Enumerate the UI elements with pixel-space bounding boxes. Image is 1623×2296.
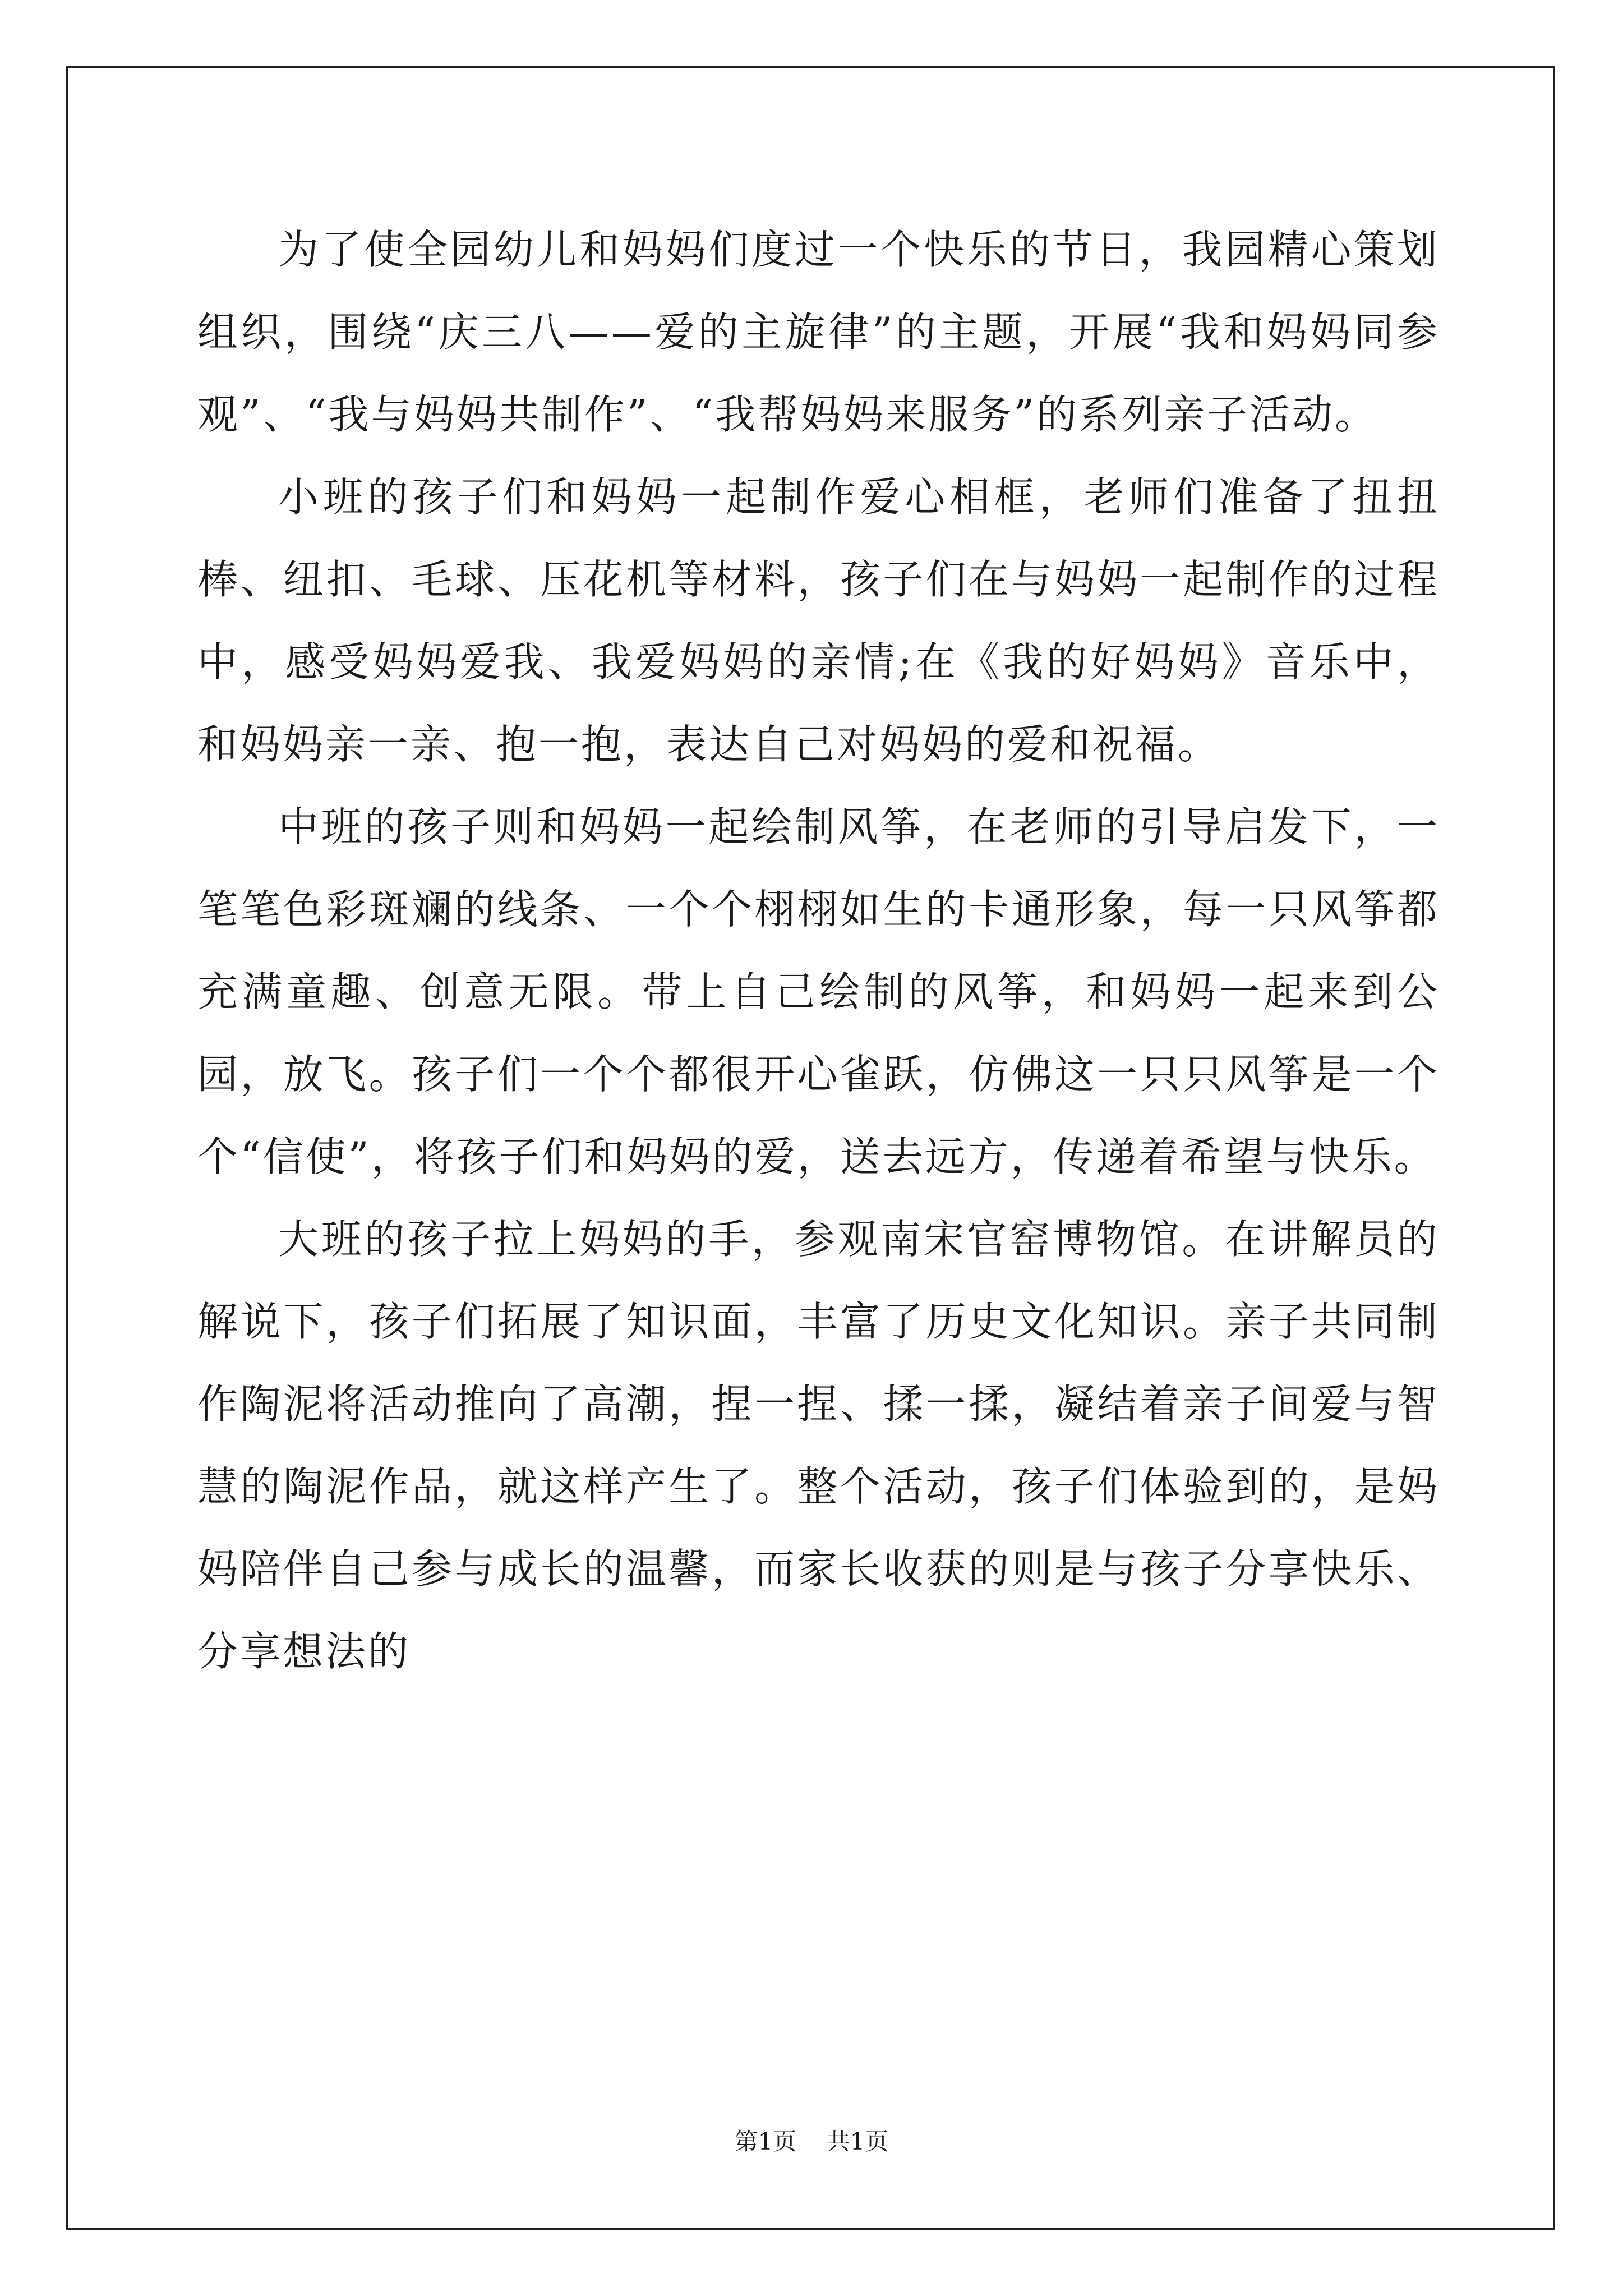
paragraph-2: 小班的孩子们和妈妈一起制作爱心相框，老师们准备了扭扭棒、纽扣、毛球、压花机等材料，孩子们在与妈妈一起制作的过程中，感受妈妈爱我、我爱妈妈的亲情;在《我的好妈妈》音乐中，和妈妈亲一亲、抱一抱，表达自己对妈妈的爱和祝福。	[197, 473, 1440, 768]
page-number: 第1页	[734, 2128, 797, 2155]
paragraph-3: 中班的孩子则和妈妈一起绘制风筝，在老师的引导启发下，一笔笔色彩斑斓的线条、一个个栩栩如生的卡通形象，每一只风筝都充满童趣、创意无限。带上自己绘制的风筝，和妈妈一起来到公园，放飞。孩子们一个个都很开心雀跃，仿佛这一只只风筝是一个个“信使”，将孩子们和妈妈的爱，送去远方，传递着希望与快乐。	[197, 803, 1440, 1180]
paragraph-4: 大班的孩子拉上妈妈的手，参观南宋官窑博物馆。在讲解员的解说下，孩子们拓展了知识面，丰富了历史文化知识。亲子共同制作陶泥将活动推向了高潮，捏一捏、揉一揉，凝结着亲子间爱与智慧的陶泥作品，就这样产生了。整个活动，孩子们体验到的，是妈妈陪伴自己参与成长的温馨，而家长收获的则是与孩子分享快乐、分享想法的	[197, 1216, 1440, 1675]
page-footer	[0, 2123, 1623, 2157]
total-pages: 共1页	[826, 2128, 889, 2155]
document-body	[197, 209, 1440, 1693]
paragraph-1: 为了使全园幼儿和妈妈们度过一个快乐的节日，我园精心策划组织，围绕“庆三八——爱的主旋律”的主题，开展“我和妈妈同参观”、“我与妈妈共制作”、“我帮妈妈来服务”的系列亲子活动。	[197, 226, 1440, 438]
